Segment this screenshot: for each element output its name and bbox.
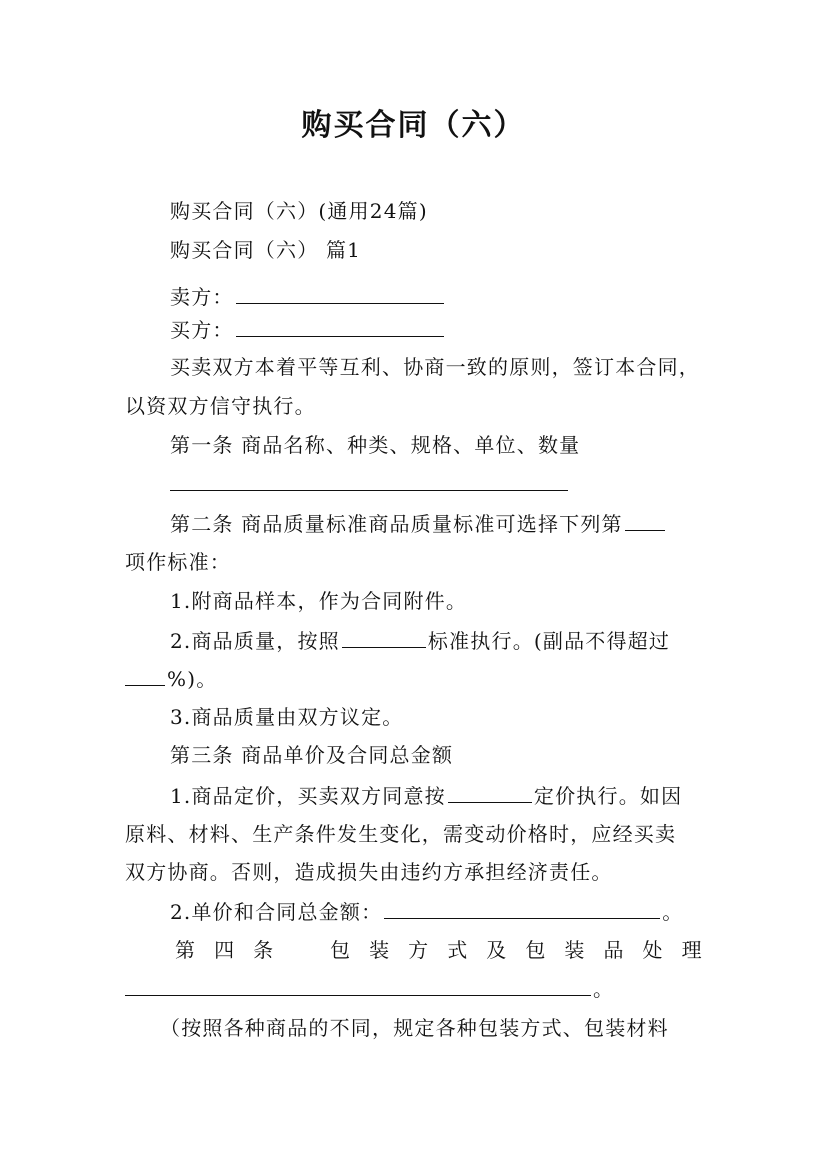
seller-label: 卖方：	[170, 285, 234, 309]
list-item	[170, 898, 684, 925]
list-item	[170, 782, 682, 809]
article4-char: 及	[486, 938, 508, 962]
item31-blank	[448, 782, 532, 803]
article4-char: 方	[408, 938, 430, 962]
item2-text-pre: 2.商品质量，按照	[170, 629, 340, 653]
article4-char: 式	[447, 938, 469, 962]
paragraph-text: 双方协商。否则，造成损失由违约方承担经济责任。	[125, 860, 613, 884]
paragraph-text: （按照各种商品的不同，规定各种包装方式、包装材料	[160, 1016, 669, 1040]
item2-text-post: 标准执行。(副品不得超过	[427, 629, 671, 653]
item32-period: 。	[662, 900, 684, 924]
article2-blank	[625, 510, 665, 531]
item32-blank	[384, 898, 660, 919]
seller-blank	[236, 283, 444, 304]
article-heading: 第三条 商品单价及合同总金额	[170, 743, 454, 767]
item31-text-pre: 1.商品定价，买卖双方同意按	[170, 784, 446, 808]
paragraph-text: 项作标准：	[125, 550, 231, 574]
item2-blank	[342, 627, 426, 648]
paragraph-text: 原料、材料、生产条件发生变化，需变动价格时，应经买卖	[125, 822, 677, 846]
article4-char: 包	[525, 938, 547, 962]
article4-char: 装	[564, 938, 586, 962]
item2-percent-text: %)。	[167, 667, 218, 691]
subtitle-line: 购买合同（六）(通用24篇)	[170, 199, 428, 223]
item32-text: 2.单价和合同总金额：	[170, 900, 383, 924]
article4-char: 品	[603, 938, 625, 962]
section-heading: 购买合同（六） 篇1	[170, 238, 362, 262]
article4-char: 包	[330, 938, 352, 962]
list-item-continuation	[125, 665, 217, 692]
article-heading: 第一条 商品名称、种类、规格、单位、数量	[170, 433, 581, 457]
article4-char	[292, 937, 312, 963]
article4-char: 第	[175, 938, 197, 962]
buyer-line	[170, 316, 446, 343]
article4-blank-line	[125, 975, 614, 1002]
buyer-label: 买方：	[170, 318, 234, 342]
article2-text: 第二条 商品质量标准商品质量标准可选择下列第	[170, 512, 623, 536]
article4-char: 条	[253, 938, 275, 962]
article4-char: 处	[642, 938, 664, 962]
seller-line	[170, 283, 446, 310]
article-blank-line	[170, 470, 568, 497]
article4-blank	[125, 975, 591, 996]
article4-spread	[175, 937, 703, 963]
article4-char: 装	[369, 938, 391, 962]
page-title: 购买合同（六）	[301, 108, 526, 143]
list-item: 1.附商品样本，作为合同附件。	[170, 589, 468, 613]
article-heading	[170, 510, 667, 537]
paragraph-text: 以资双方信守执行。	[125, 394, 316, 418]
item2-percent-blank	[125, 665, 165, 686]
paragraph-text: 买卖双方本着平等互利、协商一致的原则，签订本合同，	[170, 355, 700, 379]
article4-period: 。	[593, 977, 615, 1001]
list-item: 3.商品质量由双方议定。	[170, 705, 404, 729]
article1-blank	[170, 470, 568, 491]
article-heading	[175, 937, 703, 963]
item31-text-post: 定价执行。如因	[533, 784, 683, 808]
article4-char: 四	[214, 938, 236, 962]
buyer-blank	[236, 316, 444, 337]
list-item	[170, 627, 670, 654]
article4-char: 理	[681, 938, 703, 962]
